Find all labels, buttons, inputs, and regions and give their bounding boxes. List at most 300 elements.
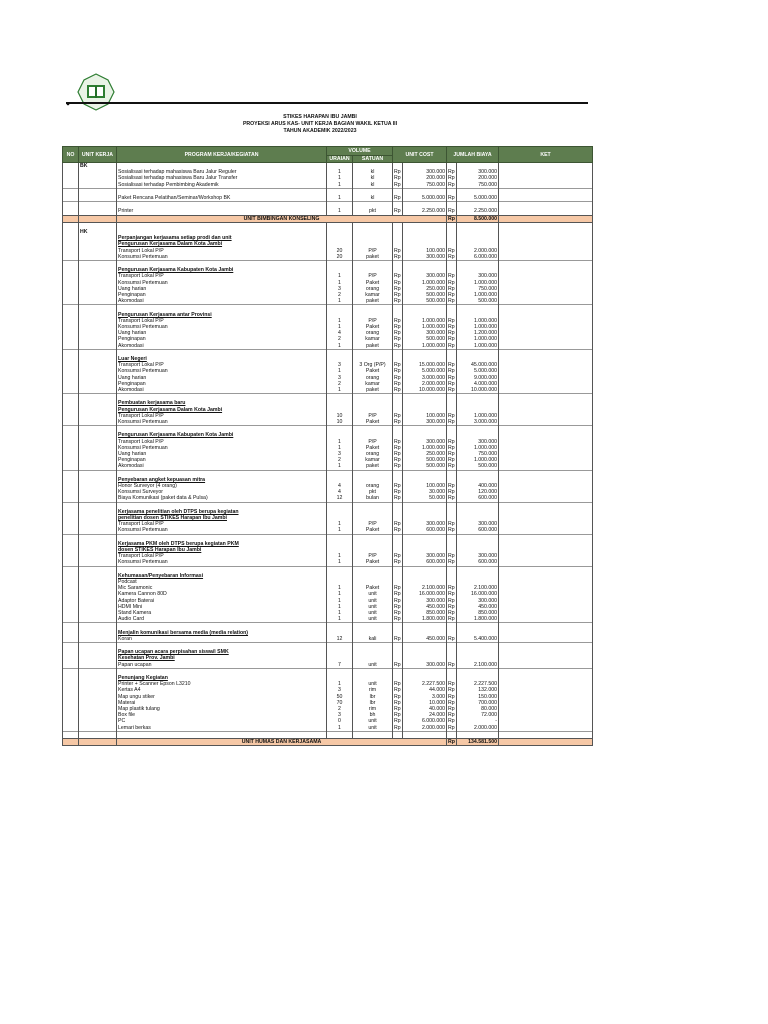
item-unit: lbr — [353, 700, 393, 706]
table-row — [63, 195, 593, 202]
currency-label: Rp — [394, 279, 401, 286]
table-cell — [447, 470, 457, 477]
table-cell — [79, 215, 117, 222]
table-cell — [327, 394, 353, 401]
item-unit: kl — [353, 182, 393, 189]
item-volume: 1 — [327, 591, 353, 597]
item-total: 300.000 — [457, 439, 499, 445]
col-uraian: URAIAN — [327, 156, 353, 163]
table-cell — [79, 495, 117, 502]
item-unit: Paket — [353, 445, 393, 451]
item-unit: P/P — [353, 273, 393, 279]
item-total: 6.000.000 — [457, 254, 499, 261]
unit-total-row — [63, 215, 593, 222]
currency-label: Rp — [448, 699, 455, 706]
table-cell — [403, 534, 447, 541]
item-unit: Paket — [353, 324, 393, 330]
currency-label: Rp — [448, 681, 455, 688]
currency-label: Rp — [448, 215, 455, 222]
item-label: Audio Card — [117, 616, 327, 623]
currency-label: Rp — [394, 585, 401, 592]
item-unit-cost: 10.000 — [403, 700, 447, 706]
item-volume: 1 — [327, 681, 353, 687]
currency-label: Rp — [448, 298, 455, 305]
item-total: 300.000 — [457, 598, 499, 604]
item-unit-cost: 750.000 — [403, 182, 447, 189]
table-cell — [79, 182, 117, 189]
table-cell — [353, 470, 393, 477]
table-cell — [79, 222, 117, 229]
item-unit-cost: 24.000 — [403, 712, 447, 718]
item-unit-cost: 600.000 — [403, 527, 447, 534]
item-total: 9.000.000 — [457, 375, 499, 381]
table-cell — [79, 527, 117, 534]
item-label: Penginapan — [117, 292, 327, 298]
currency-label: Rp — [448, 419, 455, 426]
currency-label: Rp — [448, 661, 455, 668]
item-total: 1.200.000 — [457, 330, 499, 336]
item-unit-cost: 1.000.000 — [403, 343, 447, 350]
item-unit-cost: 300.000 — [403, 273, 447, 279]
item-total: 5.000.000 — [457, 195, 499, 202]
table-cell — [499, 470, 593, 477]
currency-label: Rp — [394, 527, 401, 534]
currency-label: Rp — [394, 712, 401, 719]
item-unit: unit — [353, 725, 393, 732]
item-unit: pkt — [353, 489, 393, 495]
item-unit-cost: 100.000 — [403, 483, 447, 489]
item-label: Adaptor Baterai — [117, 598, 327, 604]
item-label: Transport Lokal P/P — [117, 413, 327, 419]
item-label: Konsumsi Pertemuan — [117, 324, 327, 330]
item-volume: 2 — [327, 457, 353, 463]
table-cell — [499, 668, 593, 675]
table-cell — [457, 261, 499, 268]
table-cell — [79, 419, 117, 426]
table-cell — [499, 208, 593, 215]
table-cell — [327, 261, 353, 268]
item-unit-cost: 1.000.000 — [403, 318, 447, 324]
table-cell — [499, 495, 593, 502]
item-unit-cost: 300.000 — [403, 439, 447, 445]
item-total: 600.000 — [457, 527, 499, 534]
item-total: 10.000.000 — [457, 387, 499, 394]
item-label: Stand Kamera — [117, 610, 327, 616]
item-volume: 10 — [327, 413, 353, 419]
table-cell — [499, 215, 593, 222]
table-cell — [63, 254, 79, 261]
blank-row — [63, 261, 593, 268]
table-cell — [63, 419, 79, 426]
table-cell — [63, 222, 79, 229]
table-cell — [63, 668, 79, 675]
item-unit: pkt — [353, 208, 393, 215]
table-cell — [63, 623, 79, 630]
unit-code: BK — [79, 163, 117, 170]
item-unit: kamar — [353, 457, 393, 463]
currency-label: Rp — [448, 527, 455, 534]
table-cell — [403, 668, 447, 675]
table-cell — [403, 261, 447, 268]
section-heading: Penyebaran angket kepuasan mitra — [117, 477, 327, 483]
currency-label: Rp — [448, 489, 455, 496]
currency-label: Rp — [448, 169, 455, 176]
table-cell — [457, 643, 499, 650]
table-cell — [447, 202, 457, 209]
currency-label: Rp — [448, 253, 455, 260]
unit-total-label: UNIT HUMAS DAN KERJASAMA — [117, 739, 447, 746]
currency-label: Rp — [448, 687, 455, 694]
currency-label: Rp — [394, 419, 401, 426]
table-cell — [457, 470, 499, 477]
item-label: Uang harian — [117, 330, 327, 336]
table-cell — [393, 623, 403, 630]
currency-label: Rp — [448, 342, 455, 349]
table-cell — [63, 202, 79, 209]
table-row — [63, 208, 593, 215]
table-cell — [393, 188, 403, 195]
table-header-row — [63, 147, 593, 156]
table-cell — [393, 502, 403, 509]
item-unit-cost: 3.000.000 — [403, 375, 447, 381]
currency-label: Rp — [394, 661, 401, 668]
item-total: 1.000.000 — [457, 343, 499, 350]
col-jumlah: JUMLAH BIAYA — [447, 147, 499, 163]
table-cell — [63, 349, 79, 356]
currency-label: Rp — [448, 175, 455, 182]
currency-label: Rp — [394, 463, 401, 470]
table-row — [63, 559, 593, 566]
table-cell — [393, 426, 403, 433]
item-label: Transport Lokal P/P — [117, 318, 327, 324]
table-cell — [499, 616, 593, 623]
item-unit: P/P — [353, 248, 393, 254]
item-total: 750.000 — [457, 286, 499, 292]
item-unit-cost: 1.800.000 — [403, 616, 447, 623]
table-cell — [327, 643, 353, 650]
table-cell — [63, 643, 79, 650]
currency-label: Rp — [448, 597, 455, 604]
table-cell — [447, 731, 457, 738]
table-cell — [499, 394, 593, 401]
table-cell — [79, 463, 117, 470]
item-label: Transport Lokal P/P — [117, 553, 327, 559]
unit-total-label: UNIT BIMBINGAN KONSELING — [117, 215, 447, 222]
table-cell — [63, 495, 79, 502]
table-cell — [457, 222, 499, 229]
table-cell — [63, 739, 79, 746]
item-label: Mic Saramonic — [117, 585, 327, 591]
item-volume: 4 — [327, 489, 353, 495]
blank-row — [63, 349, 593, 356]
table-cell — [447, 261, 457, 268]
item-label: Uang harian — [117, 286, 327, 292]
item-label: Konsumsi Pertemuan — [117, 368, 327, 374]
item-label: Konsumsi Pertemuan — [117, 527, 327, 534]
currency-label: Rp — [394, 330, 401, 337]
currency-label: Rp — [448, 208, 455, 215]
item-total: 600.000 — [457, 495, 499, 502]
table-cell — [327, 623, 353, 630]
table-cell — [79, 643, 117, 650]
table-cell — [499, 261, 593, 268]
section-heading: Pengurusan Kerjasama Kabupaten Kota Jambi — [117, 432, 327, 438]
table-cell — [499, 463, 593, 470]
item-volume: 1 — [327, 298, 353, 305]
item-total: 2.000.000 — [457, 248, 499, 254]
item-total: 132.000 — [457, 687, 499, 693]
table-cell — [447, 668, 457, 675]
table-cell — [447, 163, 457, 170]
item-unit: orang — [353, 375, 393, 381]
currency-label: Rp — [394, 438, 401, 445]
item-total: 2.000.000 — [457, 725, 499, 732]
item-unit-cost: 200.000 — [403, 175, 447, 181]
item-total: 1.800.000 — [457, 616, 499, 623]
item-volume: 20 — [327, 254, 353, 261]
currency-label: Rp — [448, 374, 455, 381]
item-volume: 1 — [327, 387, 353, 394]
table-cell — [499, 566, 593, 573]
item-unit: orang — [353, 451, 393, 457]
item-unit-cost: 300.000 — [403, 662, 447, 669]
table-body — [63, 163, 593, 746]
item-unit: orang — [353, 286, 393, 292]
table-cell — [393, 731, 403, 738]
item-label: Uang harian — [117, 375, 327, 381]
item-volume: 4 — [327, 483, 353, 489]
unit-total-amount: 8.500.000 — [457, 215, 499, 222]
table-cell — [499, 725, 593, 732]
currency-label: Rp — [448, 368, 455, 375]
table-cell — [499, 662, 593, 669]
col-unit: UNIT KERJA — [79, 147, 117, 163]
currency-label: Rp — [394, 724, 401, 731]
table-cell — [393, 349, 403, 356]
item-unit: rim — [353, 706, 393, 712]
table-cell — [79, 623, 117, 630]
blank-row — [63, 188, 593, 195]
table-cell — [327, 305, 353, 312]
currency-label: Rp — [394, 693, 401, 700]
table-cell — [63, 534, 79, 541]
currency-label: Rp — [394, 175, 401, 182]
table-row — [63, 527, 593, 534]
table-cell — [79, 188, 117, 195]
item-label: Koran — [117, 636, 327, 643]
table-cell — [117, 731, 327, 738]
currency-label: Rp — [448, 706, 455, 713]
table-cell — [353, 261, 393, 268]
item-unit-cost: 6.000.000 — [403, 718, 447, 724]
item-total: 1.000.000 — [457, 318, 499, 324]
item-volume: 1 — [327, 169, 353, 175]
table-cell — [403, 470, 447, 477]
item-total: 850.000 — [457, 610, 499, 616]
item-total: 500.000 — [457, 463, 499, 470]
table-cell — [63, 636, 79, 643]
item-volume: 1 — [327, 182, 353, 189]
item-unit: unit — [353, 718, 393, 724]
section-heading: Pembuatan kerjasama baru — [117, 400, 327, 406]
item-unit-cost: 100.000 — [403, 248, 447, 254]
currency-label: Rp — [394, 273, 401, 280]
table-cell — [353, 623, 393, 630]
table-cell — [457, 534, 499, 541]
table-row — [63, 298, 593, 305]
item-total: 750.000 — [457, 451, 499, 457]
item-volume: 1 — [327, 368, 353, 374]
item-label: Map plastik tulang — [117, 706, 327, 712]
item-label: Sosialisasi terhadap Pembimbing Akademik — [117, 182, 327, 189]
table-cell — [79, 394, 117, 401]
table-cell — [447, 534, 457, 541]
table-cell — [393, 566, 403, 573]
item-unit: P/P — [353, 553, 393, 559]
table-cell — [403, 188, 447, 195]
table-cell — [79, 305, 117, 312]
table-cell — [499, 349, 593, 356]
item-unit: Paket — [353, 559, 393, 566]
table-cell — [63, 616, 79, 623]
cashflow-table-container — [62, 146, 592, 746]
table-cell — [457, 566, 499, 573]
item-unit: Paket — [353, 419, 393, 426]
item-unit-cost: 300.000 — [403, 330, 447, 336]
table-cell — [457, 426, 499, 433]
item-unit-cost: 250.000 — [403, 286, 447, 292]
item-unit-cost: 300.000 — [403, 254, 447, 261]
item-volume: 2 — [327, 292, 353, 298]
table-cell — [499, 623, 593, 630]
table-cell — [499, 305, 593, 312]
currency-label: Rp — [448, 387, 455, 394]
item-total: 300.000 — [457, 553, 499, 559]
item-total: 80.000 — [457, 706, 499, 712]
table-cell — [327, 163, 353, 170]
table-cell — [327, 188, 353, 195]
item-label: Paket Rencana Pelatihan/Seminar/Workshop BK — [117, 195, 327, 202]
item-volume: 4 — [327, 330, 353, 336]
item-unit: kamar — [353, 381, 393, 387]
table-cell — [117, 305, 327, 312]
table-cell — [353, 394, 393, 401]
item-unit-cost: 50.000 — [403, 495, 447, 502]
unit-total-row — [63, 739, 593, 746]
table-cell — [499, 343, 593, 350]
item-unit-cost: 500.000 — [403, 336, 447, 342]
item-volume: 1 — [327, 195, 353, 202]
table-cell — [447, 623, 457, 630]
item-label: Sosialisasi terhadap mahasiswa Baru Jalur Reguler — [117, 169, 327, 175]
currency-label: Rp — [394, 635, 401, 642]
item-unit-cost: 1.000.000 — [403, 280, 447, 286]
currency-label: Rp — [448, 559, 455, 566]
col-unit-cost: UNIT COST — [393, 147, 447, 163]
item-unit-cost: 450.000 — [403, 636, 447, 643]
item-label: Konsumsi Pertemuan — [117, 419, 327, 426]
currency-label: Rp — [448, 438, 455, 445]
table-cell — [63, 343, 79, 350]
item-unit: unit — [353, 662, 393, 669]
table-cell — [393, 534, 403, 541]
currency-label: Rp — [394, 681, 401, 688]
table-cell — [117, 202, 327, 209]
item-unit: kali — [353, 636, 393, 643]
currency-label: Rp — [394, 380, 401, 387]
item-unit-cost: 500.000 — [403, 463, 447, 470]
currency-label: Rp — [394, 298, 401, 305]
blank-row — [63, 623, 593, 630]
item-unit-cost: 600.000 — [403, 559, 447, 566]
table-cell — [353, 349, 393, 356]
item-unit: Paket — [353, 280, 393, 286]
currency-label: Rp — [394, 559, 401, 566]
item-label: Konsumsi Pertemuan — [117, 445, 327, 451]
currency-label: Rp — [394, 687, 401, 694]
item-unit-cost: 450.000 — [403, 604, 447, 610]
currency-label: Rp — [448, 739, 455, 746]
table-cell — [117, 261, 327, 268]
currency-label: Rp — [394, 412, 401, 419]
document-heading — [0, 114, 640, 135]
table-cell — [117, 668, 327, 675]
table-cell — [403, 202, 447, 209]
table-cell — [403, 731, 447, 738]
currency-label: Rp — [394, 169, 401, 176]
currency-label: Rp — [394, 342, 401, 349]
table-cell — [79, 668, 117, 675]
table-cell — [499, 298, 593, 305]
table-cell — [63, 463, 79, 470]
item-volume: 1 — [327, 280, 353, 286]
item-unit-cost: 2.250.000 — [403, 208, 447, 215]
item-unit: Paket — [353, 585, 393, 591]
table-cell — [457, 623, 499, 630]
item-volume: 3 — [327, 687, 353, 693]
table-cell — [403, 502, 447, 509]
item-volume: 1 — [327, 343, 353, 350]
item-label: Printer — [117, 208, 327, 215]
item-unit: kamar — [353, 292, 393, 298]
blank-row — [63, 502, 593, 509]
blank-row — [63, 566, 593, 573]
item-volume: 20 — [327, 248, 353, 254]
currency-label: Rp — [448, 336, 455, 343]
table-cell — [63, 566, 79, 573]
table-cell — [79, 387, 117, 394]
item-unit-cost: 2.100.000 — [403, 585, 447, 591]
table-cell — [457, 163, 499, 170]
section-heading: Pengurusan Kerjasama Dalam Kota Jambi — [117, 241, 327, 247]
item-label: Akomodasi — [117, 343, 327, 350]
item-unit: unit — [353, 591, 393, 597]
blank-row — [63, 668, 593, 675]
item-unit-cost: 300.000 — [403, 419, 447, 426]
item-unit-cost: 2.227.500 — [403, 681, 447, 687]
institution-logo — [64, 72, 128, 112]
table-cell — [327, 349, 353, 356]
currency-label: Rp — [394, 336, 401, 343]
item-volume: 1 — [327, 725, 353, 732]
blank-row — [63, 394, 593, 401]
item-unit: orang — [353, 483, 393, 489]
item-total: 72.000 — [457, 712, 499, 718]
item-volume: 1 — [327, 585, 353, 591]
table-cell — [117, 426, 327, 433]
item-unit-cost: 3.000 — [403, 694, 447, 700]
table-cell — [403, 394, 447, 401]
